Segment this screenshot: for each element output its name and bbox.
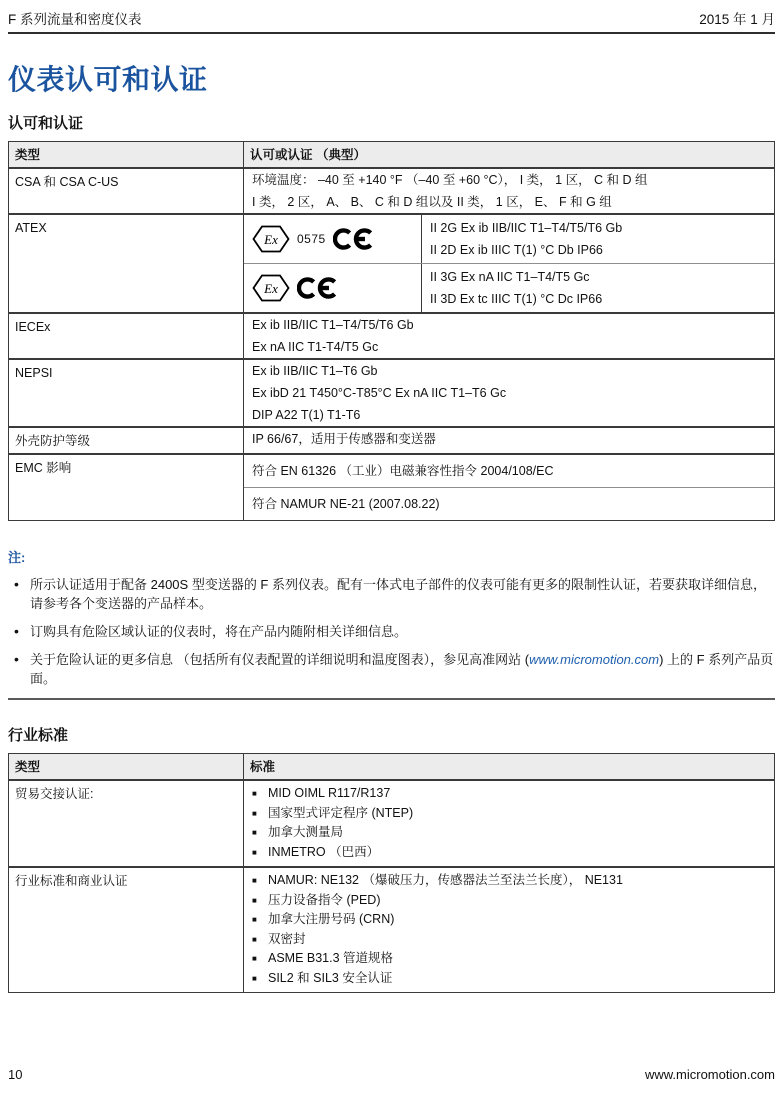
column-header-approval: 认可或认证 （典型） bbox=[250, 148, 366, 162]
nepsi-line: Ex ib IIB/IIC T1–T6 Gb bbox=[252, 364, 378, 378]
row-value bbox=[244, 215, 774, 312]
row-value bbox=[244, 455, 774, 520]
standard-item: ■ 双密封 bbox=[252, 930, 766, 950]
atex-line: II 3G Ex nA IIC T1–T4/T5 Gc bbox=[430, 270, 590, 284]
table-row-atex bbox=[9, 213, 774, 312]
micromotion-link[interactable]: www.micromotion.com bbox=[529, 652, 660, 667]
column-header-type: 类型 bbox=[9, 142, 244, 167]
atex-desc-2 bbox=[421, 264, 774, 312]
standard-item: ■ INMETRO （巴西） bbox=[252, 843, 766, 863]
nepsi-line: Ex ibD 21 T450°C-T85°C Ex nA IIC T1–T6 Gc bbox=[252, 386, 507, 400]
atex-badges-1 bbox=[244, 215, 421, 263]
note-text: 关于危险认证的更多信息 （包括所有仪表配置的详细说明和温度图表），参见高准网站 ( bbox=[30, 652, 530, 667]
atex-ex-hexagon-icon bbox=[252, 225, 290, 253]
note-text: ) 上的 F 系列产品页面。 bbox=[30, 652, 774, 686]
table-row-nepsi bbox=[9, 358, 774, 426]
row-label: NEPSI bbox=[9, 360, 244, 426]
row-value bbox=[244, 169, 774, 213]
notes-list bbox=[8, 575, 775, 688]
atex-desc-1 bbox=[421, 215, 774, 263]
page-title: 仪表认可和认证 bbox=[8, 64, 208, 95]
atex-line: II 3D Ex tc IIIC T(1) °C Dc IP66 bbox=[430, 292, 603, 306]
standard-item: ■ SIL2 和 SIL3 安全认证 bbox=[252, 969, 766, 989]
page-footer bbox=[8, 1067, 775, 1082]
page-header bbox=[8, 8, 775, 34]
note-item: • 所示认证适用于配备 2400S 型变送器的 F 系列仪表。配有一体式电子部件的仪表可能有更多的限制性认证，若要获取详细信息，请参考各个变送器的产品样本。 bbox=[8, 575, 775, 613]
csa-line-1: 环境温度： –40 至 +140 °F （–40 至 +60 °C）， I 类， 1 区， C 和 D 组 bbox=[252, 173, 648, 187]
row-label: IECEx bbox=[9, 314, 244, 358]
row-label: 外壳防护等级 bbox=[9, 428, 244, 453]
note-item: • 订购具有危险区域认证的仪表时，将在产品内随附相关详细信息。 bbox=[8, 622, 775, 641]
iecex-line: Ex nA IIC T1-T4/T5 Gc bbox=[252, 340, 379, 354]
footer-url: www.micromotion.com bbox=[644, 1067, 775, 1082]
table-row-csa bbox=[9, 167, 774, 213]
row-value bbox=[244, 781, 774, 866]
document-date: 2015 年 1 月 bbox=[699, 12, 775, 27]
note-item bbox=[8, 650, 775, 688]
table-row-custody-transfer bbox=[9, 779, 774, 866]
notified-body-number: 0575 bbox=[297, 232, 326, 246]
row-label: ATEX bbox=[9, 215, 244, 312]
ce-mark-icon bbox=[297, 275, 339, 301]
nepsi-line: DIP A22 T(1) T1-T6 bbox=[252, 408, 361, 422]
column-header-standard: 标准 bbox=[250, 760, 276, 774]
atex-ex-hexagon-icon bbox=[252, 274, 290, 302]
section-heading-standards: 行业标准 bbox=[8, 727, 69, 744]
notes-label: 注: bbox=[8, 550, 26, 565]
table-row-industry-commercial bbox=[9, 866, 774, 992]
table-row-enclosure bbox=[9, 426, 774, 453]
standard-item: ■ 加拿大注册号码 (CRN) bbox=[252, 910, 766, 930]
notes-section bbox=[8, 547, 775, 700]
ce-mark-icon bbox=[333, 226, 375, 252]
standard-item: ■ 加拿大测量局 bbox=[252, 823, 766, 843]
row-label: CSA 和 CSA C-US bbox=[9, 169, 244, 213]
row-label: EMC 影响 bbox=[9, 455, 244, 520]
section-heading-approvals: 认可和认证 bbox=[8, 115, 84, 132]
atex-line: II 2D Ex ib IIIC T(1) °C Db IP66 bbox=[430, 243, 603, 257]
table-header-row bbox=[9, 142, 774, 167]
table-row-iecex bbox=[9, 312, 774, 358]
atex-badges-2 bbox=[244, 264, 421, 312]
standard-item: ■ NAMUR: NE132 （爆破压力，传感器法兰至法兰长度）， NE131 bbox=[252, 871, 766, 891]
row-value bbox=[244, 360, 774, 426]
column-header-type: 类型 bbox=[9, 754, 244, 779]
atex-line: II 2G Ex ib IIB/IIC T1–T4/T5/T6 Gb bbox=[430, 221, 623, 235]
emc-line: 符合 EN 61326 （工业）电磁兼容性指令 2004/108/EC bbox=[252, 464, 554, 478]
row-value bbox=[244, 428, 774, 453]
emc-line: 符合 NAMUR NE-21 (2007.08.22) bbox=[244, 487, 774, 520]
row-value bbox=[244, 314, 774, 358]
svg-text:Ex: Ex bbox=[264, 281, 278, 296]
standards-list bbox=[244, 868, 774, 992]
standard-item: ■ ASME B31.3 管道规格 bbox=[252, 949, 766, 969]
table-row-emc bbox=[9, 453, 774, 520]
iecex-line: Ex ib IIB/IIC T1–T4/T5/T6 Gb bbox=[252, 318, 414, 332]
row-label: 行业标准和商业认证 bbox=[9, 868, 244, 992]
atex-group-1 bbox=[244, 215, 774, 263]
row-value bbox=[244, 868, 774, 992]
approvals-table bbox=[8, 141, 775, 521]
page-number: 10 bbox=[8, 1067, 23, 1082]
document-title: F 系列流量和密度仪表 bbox=[8, 12, 142, 27]
row-label: 贸易交接认证: bbox=[9, 781, 244, 866]
standard-item: ■ MID OIML R117/R137 bbox=[252, 784, 766, 804]
standard-item: ■ 国家型式评定程序 (NTEP) bbox=[252, 804, 766, 824]
atex-group-2 bbox=[244, 263, 774, 312]
standards-list bbox=[244, 781, 774, 866]
table-header-row bbox=[9, 754, 774, 779]
svg-text:Ex: Ex bbox=[264, 232, 278, 247]
standard-item: ■ 压力设备指令 (PED) bbox=[252, 891, 766, 911]
enclosure-line: IP 66/67，适用于传感器和变送器 bbox=[252, 432, 436, 446]
csa-line-2: I 类， 2 区， A、 B、 C 和 D 组以及 II 类， 1 区， E、 F 和 G 组 bbox=[252, 195, 612, 209]
standards-table bbox=[8, 753, 775, 993]
